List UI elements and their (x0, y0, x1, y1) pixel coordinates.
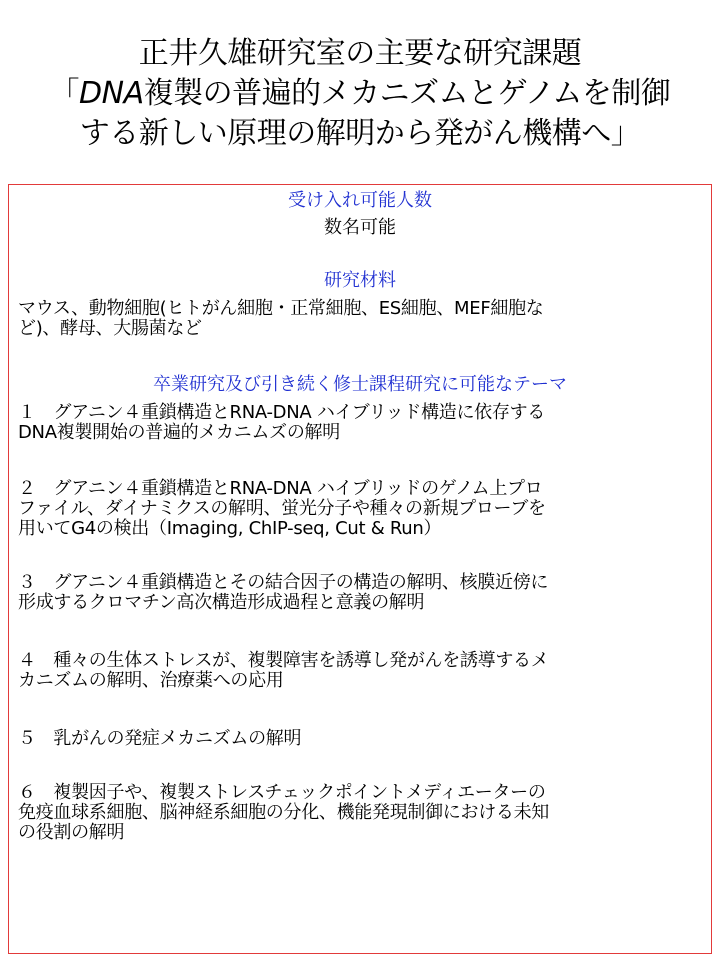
page-title (0, 34, 720, 154)
theme-item-1 (18, 403, 708, 443)
title-line-2-rest: 複製の普遍的メカニズムとゲノムを制御 (143, 76, 671, 111)
title-dna: DNA (79, 76, 144, 111)
theme-line: 形成するクロマチン高次構造形成過程と意義の解明 (18, 592, 425, 613)
materials-line: マウス、動物細胞(ヒトがん細胞・正常細胞、ES細胞、MEF細胞な (18, 298, 544, 319)
theme-item-2 (18, 479, 708, 539)
theme-line: ４ 種々の生体ストレスが、複製障害を誘導し発がんを誘導するメ (18, 650, 549, 671)
title-line-2 (0, 74, 720, 114)
theme-line: ファイル、ダイナミクスの解明、蛍光分子や種々の新規プローブを (18, 498, 546, 519)
capacity-heading: 受け入れ可能人数 (288, 190, 432, 211)
materials-text (18, 299, 708, 339)
theme-line: ３ グアニン４重鎖構造とその結合因子の構造の解明、核膜近傍に (18, 572, 549, 593)
theme-line: ２ グアニン４重鎖構造とRNA-DNA ハイブリッドのゲノム上プロ (18, 478, 543, 499)
theme-line: ６ 複製因子や、複製ストレスチェックポイントメディエーターの (18, 782, 546, 803)
content-box (8, 184, 712, 954)
title-line-3: する新しい原理の解明から発がん機構へ」 (79, 116, 641, 151)
capacity-value: 数名可能 (324, 217, 396, 238)
theme-item-6 (18, 783, 708, 843)
materials-line: ど)、酵母、大腸菌など (18, 318, 202, 339)
themes-heading: 卒業研究及び引き続く修士課程研究に可能なテーマ (153, 374, 567, 395)
theme-line: の役割の解明 (18, 822, 125, 843)
theme-line: １ グアニン４重鎖構造とRNA-DNA ハイブリッド構造に依存する (18, 402, 545, 423)
theme-line: 用いてG4の検出（Imaging, ChIP-seq, Cut & Run） (18, 518, 442, 539)
title-open-bracket: 「 (49, 76, 80, 111)
theme-line: ５ 乳がんの発症メカニズムの解明 (18, 728, 302, 749)
theme-item-3 (18, 573, 708, 613)
title-line-1: 正井久雄研究室の主要な研究課題 (138, 36, 582, 71)
theme-line: 免疫血球系細胞、脳神経系細胞の分化、機能発現制御における未知 (18, 802, 549, 823)
materials-heading: 研究材料 (324, 270, 396, 291)
theme-line: カニズムの解明、治療薬への応用 (18, 670, 284, 691)
theme-item-4 (18, 651, 708, 691)
theme-line: DNA複製開始の普遍的メカニムズの解明 (18, 422, 340, 443)
theme-item-5 (18, 729, 708, 749)
